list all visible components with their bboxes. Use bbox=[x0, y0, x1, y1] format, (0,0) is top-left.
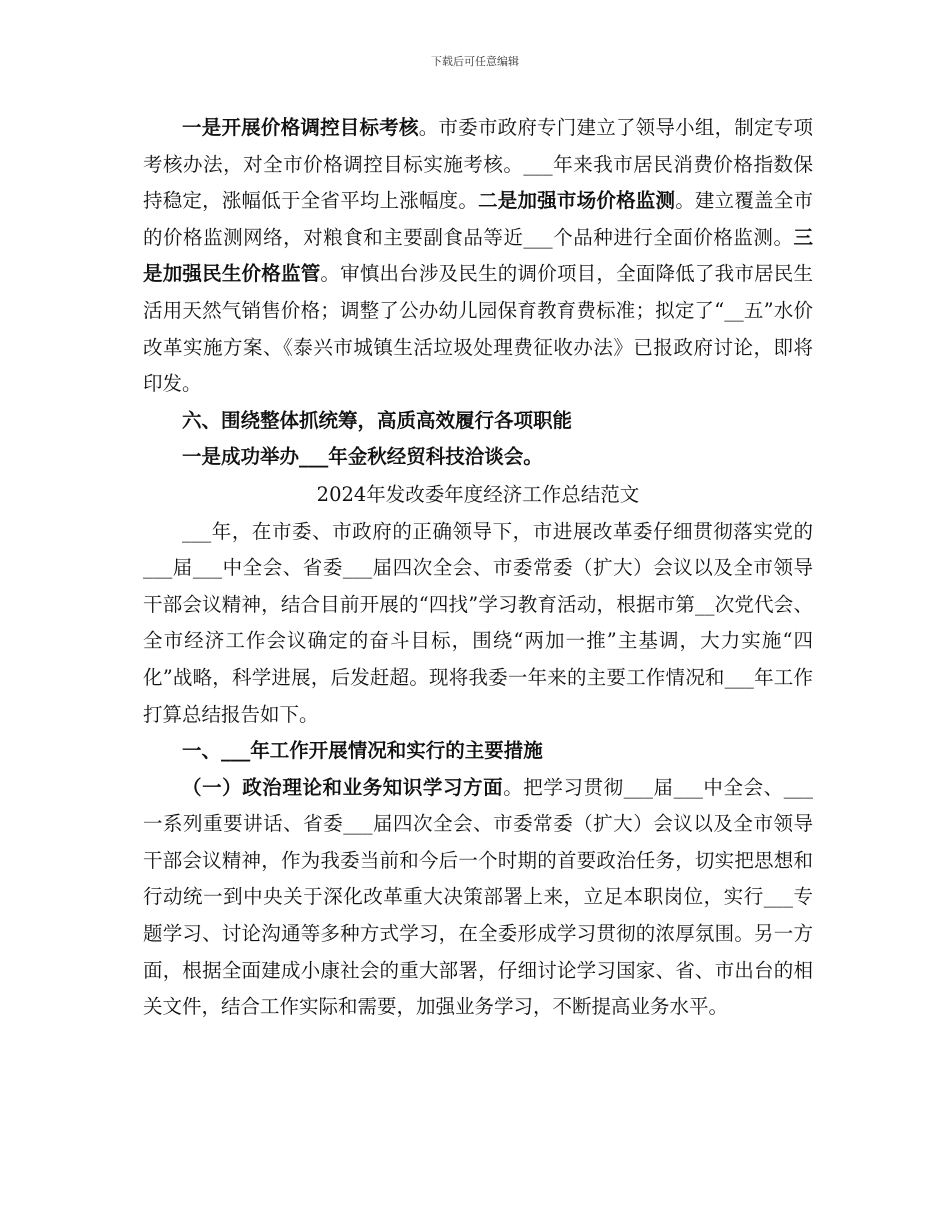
document-title: 2024年发改委年度经济工作总结范文 bbox=[316, 482, 640, 506]
subsection-1-paragraph bbox=[143, 770, 813, 1026]
document-body bbox=[143, 110, 813, 1026]
section-heading-1 bbox=[143, 733, 813, 770]
section-heading-6-text: 六、围绕整体抓统筹，高质高效履行各项职能 bbox=[182, 408, 573, 432]
section-6-subheading bbox=[143, 439, 813, 476]
point-2-text: 。建立覆盖全市的价格监测网络，对粮食和主要副食品等近___个品种进行全面价格监测。 bbox=[143, 189, 813, 249]
bold-point-3: 三是加强民生价格监管 bbox=[143, 225, 813, 286]
subsection-1-text: 。把学习贯彻___届___中全会、___一系列重要讲话、省委___届四次全会、市委常委（扩大）会议以及全市领导干部会议精神，作为我委当前和今后一个时期的首要政治任务，切实把思想和行动统一到中央关于深化改革重大决策部署上来，立足本职岗位，实行___专题学习、讨论沟通等多种方式学习，在全委形成学习贯彻的浓厚氛围。另一方面，根据全面建成小康社会的重大部署，仔细讨论学习国家、省、市出台的相关文件，结合工作实际和需要，加强业务学习，不断提高业务水平。 bbox=[143, 775, 813, 1019]
point-1-text: 。市委市政府专门建立了领导小组，制定专项考核办法，对全市价格调控目标实施考核。___年来我市居民消费价格指数保持稳定，涨幅低于全省平均上涨幅度。 bbox=[143, 116, 813, 213]
bold-point-2: 二是加强市场价格监测 bbox=[478, 189, 676, 213]
section-heading-6 bbox=[143, 403, 813, 440]
section-heading-1-text: 一、___年工作开展情况和实行的主要措施 bbox=[182, 739, 543, 763]
intro-paragraph: ___年，在市委、市政府的正确领导下，市进展改革委仔细贯彻落实党的___届___中全会、省委___届四次全会、市委常委（扩大）会议以及全市领导干部会议精神，结合目前开展的“四找”学习教育活动，根据市第__次党代会、全市经济工作会议确定的奋斗目标，围绕“两加一推”主基调，大力实施“四化”战略，科学进展，后发赶超。现将我委一年来的主要工作情况和___年工作打算总结报告如下。 bbox=[143, 519, 813, 726]
bold-point-1: 一是开展价格调控目标考核 bbox=[182, 116, 419, 139]
page-header-note: 下载后可任意编辑 bbox=[431, 55, 519, 68]
point-3-text: 。审慎出台涉及民生的调价项目，全面降低了我市居民生活用天然气销售价格；调整了公办幼儿园保育教育费标准；拟定了“__五”水价改革实施方案、《泰兴市城镇生活垃圾处理费征收办法》已报政府讨论，即将印发。 bbox=[143, 262, 813, 396]
paragraph-price-regulation bbox=[143, 110, 813, 403]
section-6-subheading-text: 一是成功举办___年金秋经贸科技洽谈会。 bbox=[182, 445, 543, 469]
subsection-1-heading: （一）政治理论和业务知识学习方面 bbox=[182, 775, 504, 799]
